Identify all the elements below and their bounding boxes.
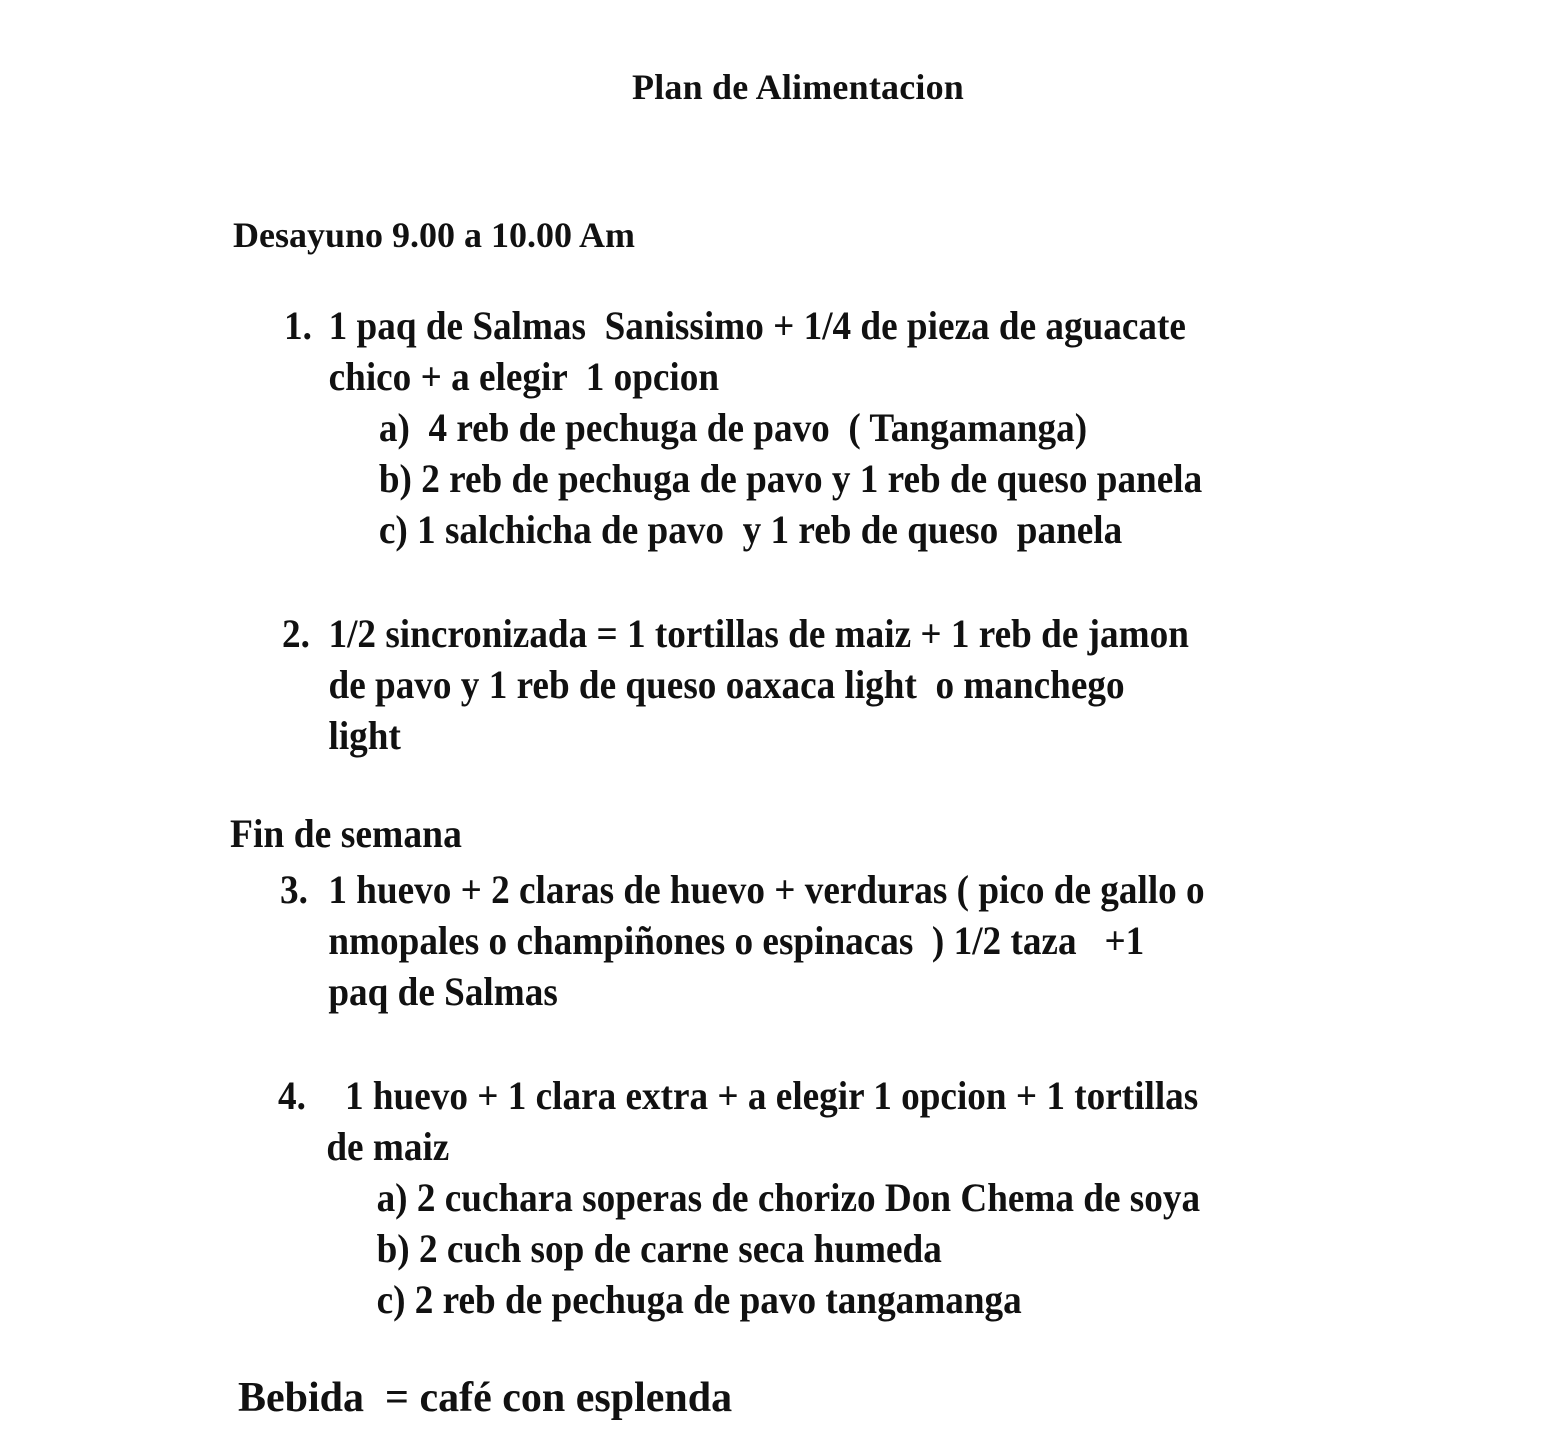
option-3-line-2: nmopales o champiñones o espinacas ) 1/2 taza +1 — [328, 918, 1145, 963]
option-number: 4. — [278, 1073, 306, 1118]
option-number: 3. — [280, 867, 308, 912]
option-number: 1. — [284, 303, 312, 348]
option-1-line-1: 1. 1 paq de Salmas Sanissimo + 1/4 de pieza de aguacate — [284, 300, 1202, 351]
option-number: 2. — [282, 611, 310, 656]
sub-option-1c: c) 1 salchicha de pavo y 1 reb de queso panela — [378, 507, 1123, 552]
option-3-line-3: paq de Salmas — [328, 969, 558, 1014]
option-2 — [282, 608, 1189, 761]
sub-option-4a: a) 2 cuchara soperas de chorizo Don Chema de soya — [376, 1175, 1201, 1220]
option-2-line-1: 2. 1/2 sincronizada = 1 tortillas de maiz + 1 reb de jamon — [282, 608, 1189, 659]
option-2-line-2: de pavo y 1 reb de queso oaxaca light o manchego — [328, 662, 1125, 707]
option-2-line-3: light — [328, 713, 401, 758]
option-4-line-1: 4. 1 huevo + 1 clara extra + a elegir 1 opcion + 1 tortillas — [278, 1070, 1200, 1121]
option-3-line-1: 3. 1 huevo + 2 claras de huevo + verduras ( pico de gallo o — [280, 864, 1205, 915]
sub-option-1a: a) 4 reb de pechuga de pavo ( Tangamanga) — [378, 405, 1088, 450]
beverage-line: Bebida = café con esplenda — [238, 1375, 733, 1421]
option-3 — [280, 864, 1205, 1017]
document-title: Plan de Alimentacion — [632, 67, 965, 107]
section-heading-desayuno: Desayuno 9.00 a 10.00 Am — [233, 215, 636, 255]
section-heading-fin-de-semana: Fin de semana — [230, 811, 462, 856]
sub-option-4b: b) 2 cuch sop de carne seca humeda — [376, 1226, 942, 1271]
option-1-line-2: chico + a elegir 1 opcion — [328, 354, 720, 399]
option-4 — [278, 1070, 1200, 1325]
option-1 — [284, 300, 1202, 555]
sub-option-4c: c) 2 reb de pechuga de pavo tangamanga — [376, 1277, 1022, 1322]
sub-option-1b: b) 2 reb de pechuga de pavo y 1 reb de queso panela — [378, 456, 1203, 501]
option-4-line-2: de maiz — [326, 1124, 450, 1169]
